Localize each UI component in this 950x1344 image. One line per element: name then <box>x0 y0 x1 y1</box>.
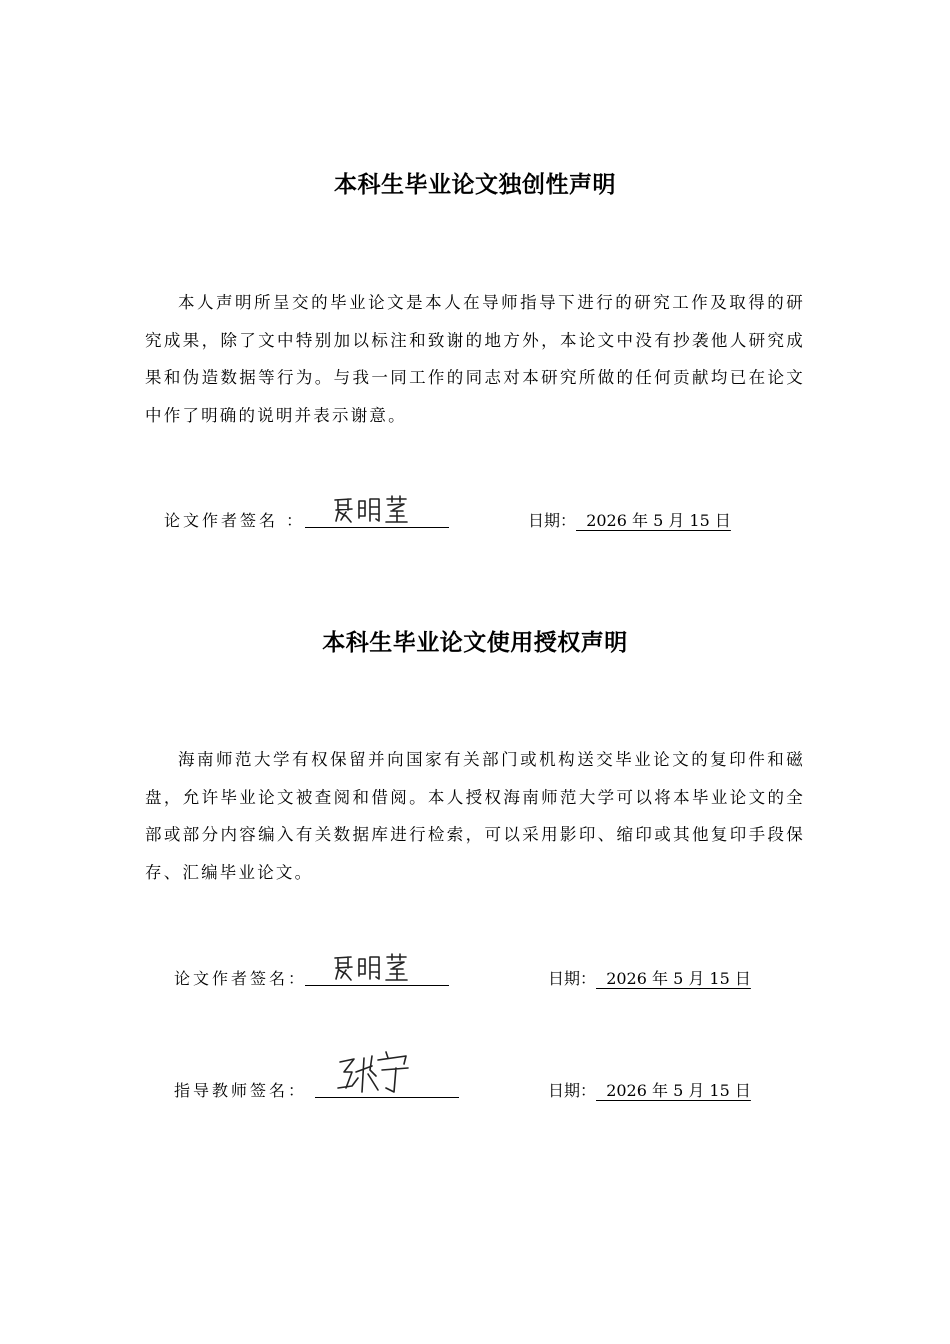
date-value: 2026 年 5 月 15 日 <box>596 969 751 988</box>
author-signature-label: 论文作者签名 ： <box>164 511 306 530</box>
date-label: 日期： <box>528 511 577 530</box>
advisor-signature-label: 指导教师签名： <box>174 1081 308 1100</box>
date-value: 2026 年 5 月 15 日 <box>576 511 731 530</box>
date-value: 2026 年 5 月 15 日 <box>596 1081 751 1100</box>
author-date-2 <box>548 966 751 989</box>
advisor-signature-row <box>174 1078 307 1101</box>
date-label: 日期： <box>548 1081 597 1100</box>
author-signature-label: 论文作者签名： <box>174 969 308 988</box>
author-signature-row-1 <box>164 508 305 531</box>
author-signature-image-1 <box>333 494 423 526</box>
advisor-date <box>548 1078 751 1101</box>
author-signature-row-2 <box>174 966 307 989</box>
originality-declaration-title: 本科生毕业论文独创性声明 <box>334 172 616 198</box>
authorization-declaration-body: 海南师范大学有权保留并向国家有关部门或机构送交毕业论文的复印件和磁盘，允许毕业论文被查阅和借阅。本人授权海南师范大学可以将本毕业论文的全部或部分内容编入有关数据库进行检索，可以采用影印、缩印或其他复印手段保存、汇编毕业论文。 <box>145 750 805 882</box>
author-signature-line-1 <box>305 527 449 528</box>
authorization-declaration-title: 本科生毕业论文使用授权声明 <box>322 630 628 656</box>
author-signature-line-2 <box>305 985 449 986</box>
originality-declaration-body: 本人声明所呈交的毕业论文是本人在导师指导下进行的研究工作及取得的研究成果，除了文中特别加以标注和致谢的地方外，本论文中没有抄袭他人研究成果和伪造数据等行为。与我一同工作的同志对本研究所做的任何贡献均已在论文中作了明确的说明并表示谢意。 <box>145 293 805 425</box>
author-signature-image-2 <box>333 952 423 984</box>
advisor-signature-line <box>315 1097 459 1098</box>
author-date-1 <box>528 508 731 531</box>
date-label: 日期： <box>548 969 597 988</box>
advisor-signature-image <box>336 1048 426 1096</box>
